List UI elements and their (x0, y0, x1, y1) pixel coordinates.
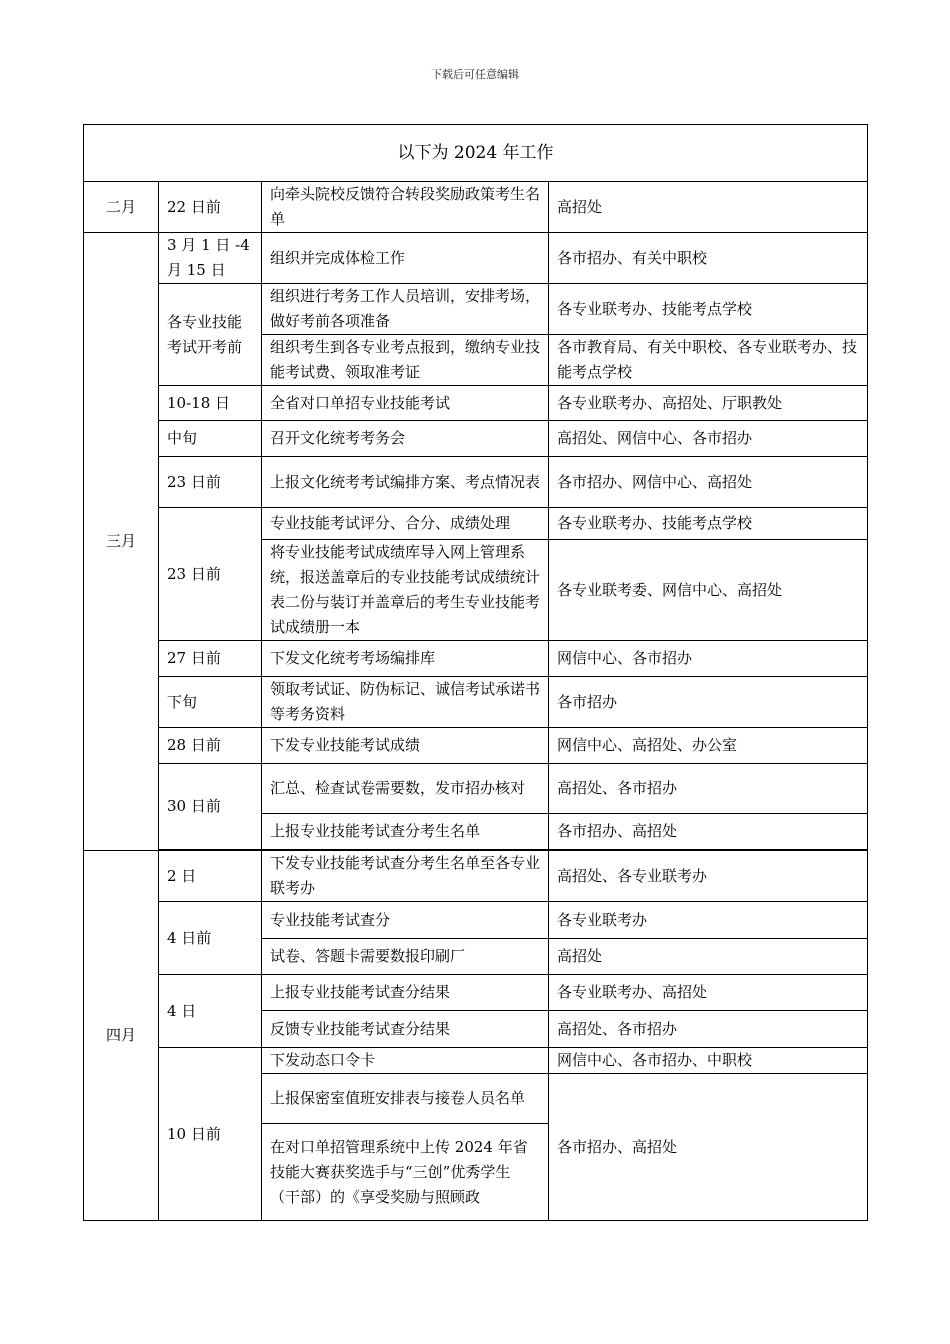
task-cell: 汇总、检查试卷需要数，发市招办核对 (262, 764, 549, 814)
schedule-table (83, 124, 868, 1221)
task-cell: 上报保密室值班安排表与接卷人员名单 (262, 1074, 549, 1124)
task-cell: 专业技能考试评分、合分、成绩处理 (262, 508, 549, 540)
owner-cell: 高招处、各专业联考办 (549, 851, 868, 902)
owner-cell: 各专业联考委、网信中心、高招处 (549, 540, 868, 641)
table-title: 以下为 2024 年工作 (84, 125, 868, 182)
owner-cell: 网信中心、各市招办 (549, 641, 868, 677)
task-cell: 召开文化统考考务会 (262, 421, 549, 457)
date-cell: 27 日前 (159, 641, 262, 677)
date-cell: 23 日前 (159, 457, 262, 508)
task-cell: 组织进行考务工作人员培训，安排考场，做好考前各项准备 (262, 284, 549, 335)
date-cell: 10-18 日 (159, 386, 262, 421)
owner-cell: 各市招办、高招处 (549, 814, 868, 850)
task-cell: 试卷、答题卡需要数报印刷厂 (262, 939, 549, 975)
task-cell: 下发专业技能考试成绩 (262, 728, 549, 764)
owner-cell: 网信中心、高招处、办公室 (549, 728, 868, 764)
date-cell: 28 日前 (159, 728, 262, 764)
owner-cell: 高招处、各市招办 (549, 1011, 868, 1048)
owner-cell: 各专业联考办、技能考点学校 (549, 508, 868, 540)
date-cell: 22 日前 (159, 182, 262, 233)
date-cell: 10 日前 (159, 1048, 262, 1221)
task-cell: 组织并完成体检工作 (262, 233, 549, 284)
date-cell: 中旬 (159, 421, 262, 457)
task-cell: 全省对口单招专业技能考试 (262, 386, 549, 421)
owner-cell: 各专业联考办、高招处、厅职教处 (549, 386, 868, 421)
owner-cell: 各市招办、有关中职校 (549, 233, 868, 284)
task-cell: 下发动态口令卡 (262, 1048, 549, 1074)
task-cell: 在对口单招管理系统中上传 2024 年省技能大赛获奖选手与“三创”优秀学生（干部）的《享受奖励与照顾政 (262, 1124, 549, 1221)
owner-cell: 高招处 (549, 939, 868, 975)
owner-cell: 各市招办 (549, 677, 868, 728)
task-cell: 下发文化统考考场编排库 (262, 641, 549, 677)
owner-cell: 各专业联考办、高招处 (549, 975, 868, 1011)
owner-cell: 各专业联考办 (549, 902, 868, 939)
date-cell: 4 日 (159, 975, 262, 1048)
owner-cell: 高招处 (549, 182, 868, 233)
owner-cell: 各市教育局、有关中职校、各专业联考办、技能考点学校 (549, 335, 868, 386)
owner-cell: 高招处、网信中心、各市招办 (549, 421, 868, 457)
task-cell: 上报文化统考考试编排方案、考点情况表 (262, 457, 549, 508)
month-cell: 二月 (84, 182, 159, 233)
date-cell: 3 月 1 日 -4 月 15 日 (159, 233, 262, 284)
task-cell: 下发专业技能考试查分考生名单至各专业联考办 (262, 851, 549, 902)
date-cell: 下旬 (159, 677, 262, 728)
task-cell: 将专业技能考试成绩库导入网上管理系统，报送盖章后的专业技能考试成绩统计表二份与装订并盖章后的考生专业技能考试成绩册一本 (262, 540, 549, 641)
task-cell: 反馈专业技能考试查分结果 (262, 1011, 549, 1048)
owner-cell: 高招处、各市招办 (549, 764, 868, 814)
owner-cell: 网信中心、各市招办、中职校 (549, 1048, 868, 1074)
date-cell: 各专业技能考试开考前 (159, 284, 262, 386)
task-cell: 领取考试证、防伪标记、诚信考试承诺书等考务资料 (262, 677, 549, 728)
task-cell: 向牵头院校反馈符合转段奖励政策考生名单 (262, 182, 549, 233)
task-cell: 上报专业技能考试查分结果 (262, 975, 549, 1011)
page-header-note: 下载后可任意编辑 (431, 68, 519, 81)
owner-cell: 各专业联考办、技能考点学校 (549, 284, 868, 335)
date-cell: 2 日 (159, 851, 262, 902)
task-cell: 上报专业技能考试查分考生名单 (262, 814, 549, 850)
date-cell: 30 日前 (159, 764, 262, 850)
task-cell: 组织考生到各专业考点报到，缴纳专业技能考试费、领取准考证 (262, 335, 549, 386)
date-cell: 4 日前 (159, 902, 262, 975)
month-cell: 四月 (84, 851, 159, 1221)
date-cell: 23 日前 (159, 508, 262, 641)
owner-cell: 各市招办、网信中心、高招处 (549, 457, 868, 508)
owner-cell: 各市招办、高招处 (549, 1074, 868, 1221)
task-cell: 专业技能考试查分 (262, 902, 549, 939)
month-cell: 三月 (84, 233, 159, 851)
